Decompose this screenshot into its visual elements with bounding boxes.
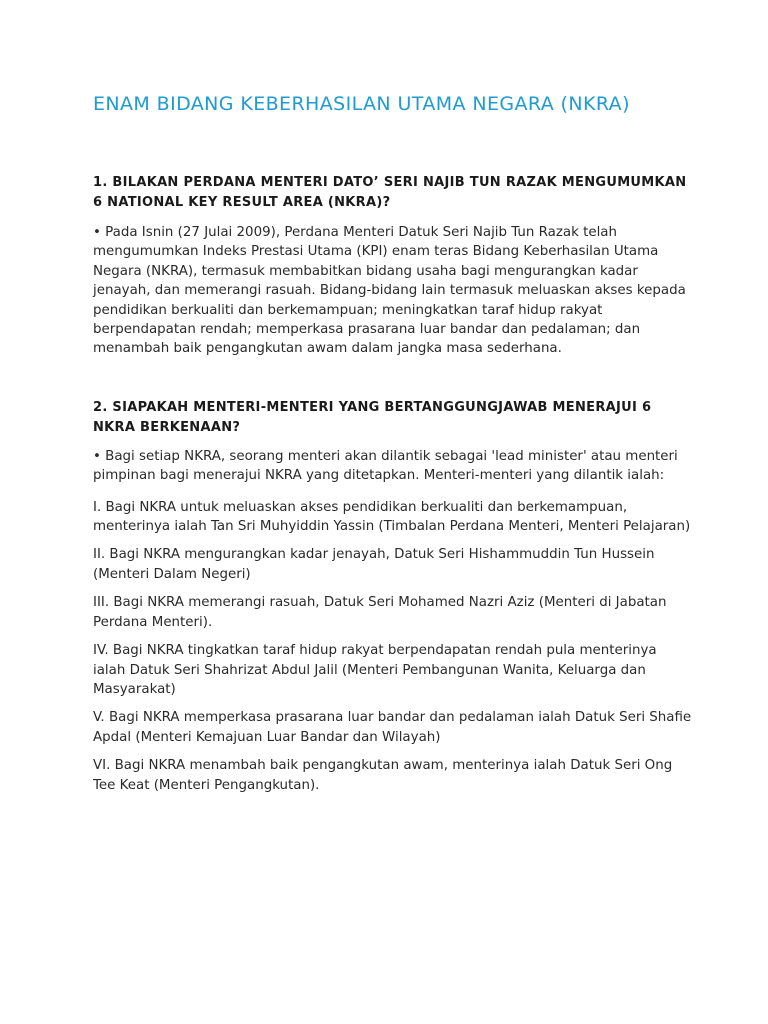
document-title: ENAM BIDANG KEBERHASILAN UTAMA NEGARA (NKRA): [93, 93, 630, 115]
minister-item-3: III. Bagi NKRA memerangi rasuah, Datuk Seri Mohamed Nazri Aziz (Menteri di Jabatan Perdana Menteri).: [93, 595, 667, 630]
minister-item-6: VI. Bagi NKRA menambah baik pengangkutan awam, menterinya ialah Datuk Seri Ong Tee Keat (Menteri Pengangkutan).: [93, 758, 673, 793]
question-1-heading: 1. BILAKAN PERDANA MENTERI DATO’ SERI NAJIB TUN RAZAK MENGUMUMKAN 6 NATIONAL KEY RESULT AREA (NKRA)?: [93, 175, 687, 210]
minister-item-4: IV. Bagi NKRA tingkatkan taraf hidup rakyat berpendapatan rendah pula menterinya ialah Datuk Seri Shahrizat Abdul Jalil (Menteri Pembangunan Wanita, Keluarga dan Masyarakat): [93, 643, 657, 697]
question-2-heading: 2. SIAPAKAH MENTERI-MENTERI YANG BERTANGGUNGJAWAB MENERAJUI 6 NKRA BERKENAAN?: [93, 399, 652, 435]
minister-item-1: I. Bagi NKRA untuk meluaskan akses pendidikan berkualiti dan berkemampuan, menterinya ialah Tan Sri Muhyiddin Yassin (Timbalan Perdana Menteri, Menteri Pelajaran): [93, 499, 691, 535]
minister-item-2: II. Bagi NKRA mengurangkan kadar jenayah, Datuk Seri Hishammuddin Tun Hussein (Menteri Dalam Negeri): [93, 547, 655, 582]
question-1-answer: • Pada Isnin (27 Julai 2009), Perdana Menteri Datuk Seri Najib Tun Razak telah mengumumkan Indeks Prestasi Utama (KPI) enam teras Bidang Keberhasilan Utama Negara (NKRA), termasuk membabitkan bidang usaha bagi mengurangkan kadar jenayah, dan memerangi rasuah. Bidang-bidang lain termasuk meluaskan akses kepada pendidikan berkualiti dan berkemampuan; meningkatkan taraf hidup rakyat berpendapatan rendah; memperkasa prasarana luar bandar dan pedalaman; dan menambah baik pengangkutan awam dalam jangka masa sederhana.: [93, 225, 686, 357]
question-2-intro: • Bagi setiap NKRA, seorang menteri akan dilantik sebagai 'lead minister' atau menteri pimpinan bagi menerajui NKRA yang ditetapkan. Menteri-menteri yang dilantik ialah:: [93, 448, 678, 484]
document-page: [93, 92, 693, 795]
minister-item-5: V. Bagi NKRA memperkasa prasarana luar bandar dan pedalaman ialah Datuk Seri Shafie Apdal (Menteri Kemajuan Luar Bandar dan Wilayah): [93, 710, 692, 745]
